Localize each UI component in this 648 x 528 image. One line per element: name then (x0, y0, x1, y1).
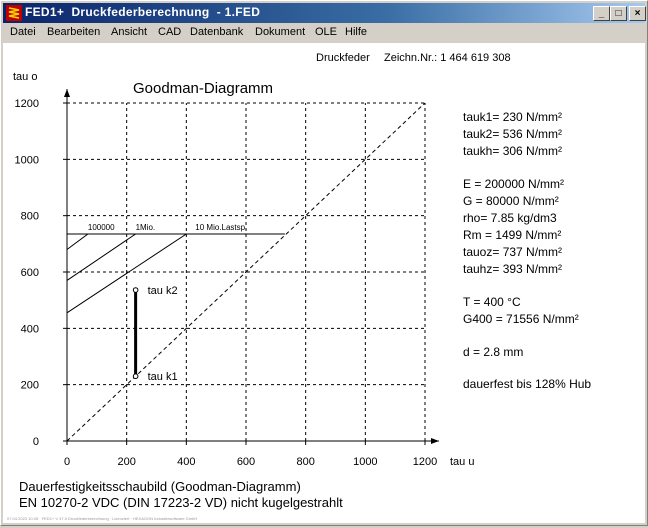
window-title: FED1+ Druckfederberechnung - 1.FED (25, 5, 261, 19)
series-label-1: 1Mio. (135, 222, 156, 232)
tau-k2-label: tau k2 (147, 285, 178, 298)
goodman-chart (3, 43, 645, 523)
menu-bar (3, 24, 645, 42)
y-tick-label-600: 600 (20, 267, 39, 279)
tau-k2-point (133, 288, 138, 293)
menu-bearbeiten[interactable]: Bearbeiten (47, 26, 101, 38)
y-tick-label-200: 200 (20, 379, 39, 392)
series-label-0: 100000 (87, 222, 115, 232)
footer-note: 07.04.2023 10:28 · FED1+ V 37.0 Druckfederberechnung · Lizenziert · HEXAGON Industriesoftware GmbH (7, 516, 198, 521)
chart-title: Goodman-Diagramm (133, 80, 274, 97)
menu-datenbank[interactable]: Datenbank (190, 26, 244, 38)
x-tick-label-1200: 1200 (412, 456, 438, 468)
menu-cad[interactable]: CAD (158, 26, 182, 38)
caption-line-1: Dauerfestigkeitsschaubild (Goodman-Diagramm) (19, 479, 301, 494)
series-label-2: 10 Mio.Lastsp. (195, 222, 248, 232)
series-line-0 (67, 234, 136, 249)
y-tick-label-1000: 1000 (14, 154, 39, 167)
result-line-11: d = 2.8 mm (463, 345, 524, 359)
drawing-number: Zeichn.Nr.: 1 464 619 308 (384, 52, 511, 64)
minimize-button[interactable]: _ (593, 6, 610, 21)
series-line-2 (67, 234, 285, 313)
result-line-10: G400 = 71556 N/mm² (463, 312, 579, 326)
x-tick-label-800: 800 (296, 456, 315, 468)
y-tick-label-400: 400 (20, 323, 39, 336)
menu-datei[interactable]: Datei (10, 26, 36, 38)
x-tick-label-1000: 1000 (353, 456, 378, 468)
menu-hilfe[interactable]: Hilfe (345, 26, 368, 38)
maximize-button[interactable]: □ (610, 6, 627, 21)
close-button[interactable]: × (629, 6, 646, 21)
result-line-9: T = 400 °C (463, 295, 521, 309)
x-axis-arrow (431, 438, 439, 444)
y-tick-label-800: 800 (20, 210, 39, 223)
result-line-4: G = 80000 N/mm² (463, 194, 559, 208)
title-bar[interactable] (3, 3, 645, 23)
y-tick-label-1200: 1200 (14, 98, 39, 110)
x-tick-label-400: 400 (177, 456, 196, 468)
caption-line-2: EN 10270-2 VDC (DIN 17223-2 VD) nicht kugelgestrahlt (19, 495, 343, 510)
document-canvas (3, 43, 645, 523)
result-line-8: tauhz= 393 N/mm² (463, 262, 563, 276)
result-line-6: Rm = 1499 N/mm² (463, 228, 562, 242)
app-spring-icon (6, 5, 22, 21)
tau-k1-label: tau k1 (147, 371, 178, 384)
tau-k1-point (133, 374, 138, 379)
y-axis-arrow (64, 89, 70, 97)
result-line-3: E = 200000 N/mm² (463, 177, 565, 191)
y-tick-label-0: 0 (32, 436, 39, 448)
result-line-1: tauk2= 536 N/mm² (463, 127, 563, 141)
x-tick-label-0: 0 (63, 456, 71, 468)
menu-ole[interactable]: OLE (315, 26, 338, 38)
result-line-5: rho= 7.85 kg/dm3 (463, 211, 557, 225)
result-line-7: tauoz= 737 N/mm² (463, 245, 563, 259)
result-line-12: dauerfest bis 128% Hub (463, 377, 592, 391)
result-line-0: tauk1= 230 N/mm² (463, 110, 563, 124)
part-label: Druckfeder (316, 52, 370, 64)
x-axis-label: tau u (450, 456, 475, 468)
menu-dokument[interactable]: Dokument (255, 26, 306, 38)
x-tick-label-600: 600 (236, 456, 256, 468)
menu-ansicht[interactable]: Ansicht (111, 26, 148, 38)
y-axis-label: tau o (13, 71, 38, 83)
result-line-2: taukh= 306 N/mm² (463, 144, 563, 158)
x-tick-label-200: 200 (117, 456, 136, 468)
